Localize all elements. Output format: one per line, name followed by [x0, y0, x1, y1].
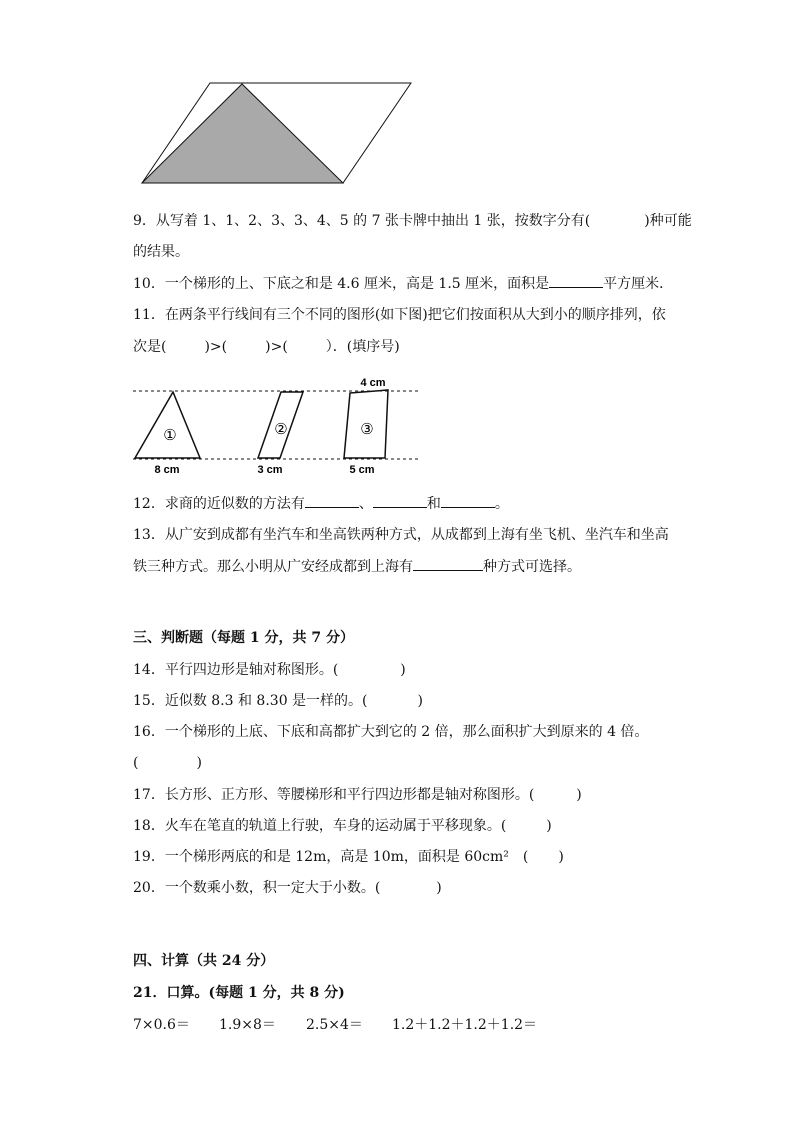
- q9-text-end: )种可能: [644, 213, 692, 229]
- q12-text-d: 。: [494, 496, 509, 512]
- q16-paren-close: ): [196, 755, 202, 771]
- question-10: [133, 273, 673, 294]
- q17-paren-close: ): [576, 787, 582, 803]
- q19-paren-close: ): [558, 849, 564, 865]
- question-15: [133, 691, 423, 711]
- question-19: [133, 847, 564, 867]
- q20-text: 20．一个数乘小数，积一定大于小数。(: [133, 880, 381, 896]
- q11-text-d: ）．(填序号): [325, 339, 400, 355]
- q21-item-1: 7×0.6＝: [133, 1017, 190, 1033]
- q14-paren-close: ): [400, 662, 406, 678]
- q17-text: 17．长方形、正方形、等腰梯形和平行四边形都是轴对称图形。(: [133, 787, 535, 803]
- answer-blank[interactable]: [549, 273, 603, 288]
- q13-text-b: 种方式可选择。: [483, 559, 581, 575]
- q12-text-c: 和: [426, 496, 441, 512]
- shaded-triangle: [142, 84, 343, 183]
- label-shape-3: ③: [360, 421, 374, 438]
- q19-paren-open: (: [522, 849, 529, 865]
- question-21-title: 21．口算。(每题 1 分，共 8 分): [133, 985, 345, 1001]
- q18-text: 18．火车在笔直的轨道上行驶，车身的运动属于平移现象。(: [133, 818, 507, 834]
- q14-text: 14．平行四边形是轴对称图形。(: [133, 662, 339, 678]
- question-14: [133, 660, 406, 680]
- answer-blank[interactable]: [441, 493, 495, 508]
- q21-item-4: 1.2＋1.2＋1.2＋1.2＝: [392, 1017, 538, 1033]
- label-shape-2: ②: [274, 421, 288, 438]
- section-3-title: 三、判断题（每题 1 分，共 7 分）: [133, 630, 354, 646]
- q13-text-a: 铁三种方式。那么小明从广安经成都到上海有: [133, 559, 413, 575]
- q11-text-a: 次是(: [133, 339, 167, 355]
- label-base-3cm: 3 cm: [257, 464, 283, 476]
- q18-paren-close: ): [546, 818, 552, 834]
- question-13-line2: [133, 556, 581, 577]
- q20-paren-close: ): [436, 880, 442, 896]
- label-shape-1: ①: [163, 427, 177, 444]
- shape-1-triangle: [135, 392, 200, 458]
- three-shapes-figure: [0, 370, 794, 490]
- q12-text-a: 12．求商的近似数的方法有: [133, 496, 305, 512]
- question-16-line2: [133, 753, 202, 773]
- label-top-4cm: 4 cm: [360, 377, 386, 389]
- q19-text: 19．一个梯形两底的和是 12m，高是 10m，面积是 60cm²: [133, 849, 509, 865]
- question-16-line1: 16．一个梯形的上底、下底和高都扩大到它的 2 倍，那么面积扩大到原来的 4 倍。: [133, 724, 649, 740]
- question-11-line2: [133, 337, 400, 357]
- q21-item-3: 2.5×4＝: [306, 1017, 363, 1033]
- q10-text-end: 平方厘米．: [603, 276, 674, 292]
- section-4-title: 四、计算（共 24 分）: [133, 953, 275, 969]
- q15-paren-close: ): [417, 693, 423, 709]
- question-20: [133, 878, 442, 898]
- question-9-line1: [133, 211, 692, 231]
- question-9-line2: 的结果。: [133, 244, 189, 260]
- q12-text-b: 、: [358, 496, 373, 512]
- q11-text-c: )>(: [265, 339, 288, 355]
- question-13-line1: 13．从广安到成都有坐汽车和坐高铁两种方式，从成都到上海有坐飞机、坐汽车和坐高: [133, 527, 669, 543]
- question-17: [133, 785, 582, 805]
- parallelogram-figure: [0, 0, 794, 200]
- q10-text: 10．一个梯形的上、下底之和是 4.6 厘米，高是 1.5 厘米，面积是: [133, 276, 550, 292]
- q9-text: 9．从写着 1、1、2、3、3、4、5 的 7 张卡牌中抽出 1 张，按数字分有(: [133, 213, 591, 229]
- question-18: [133, 816, 552, 836]
- q11-text-b: )>(: [204, 339, 228, 355]
- question-11-line1: 11．在两条平行线间有三个不同的图形(如下图)把它们按面积从大到小的顺序排列，依: [133, 307, 666, 323]
- q21-item-2: 1.9×8＝: [219, 1017, 276, 1033]
- q15-text: 15．近似数 8.3 和 8.30 是一样的。(: [133, 693, 368, 709]
- label-base-8cm: 8 cm: [154, 464, 180, 476]
- answer-blank[interactable]: [305, 493, 359, 508]
- label-base-5cm: 5 cm: [349, 464, 375, 476]
- answer-blank[interactable]: [413, 556, 483, 571]
- q16-paren-open: (: [133, 755, 139, 771]
- answer-blank[interactable]: [373, 493, 427, 508]
- question-12: [133, 493, 509, 514]
